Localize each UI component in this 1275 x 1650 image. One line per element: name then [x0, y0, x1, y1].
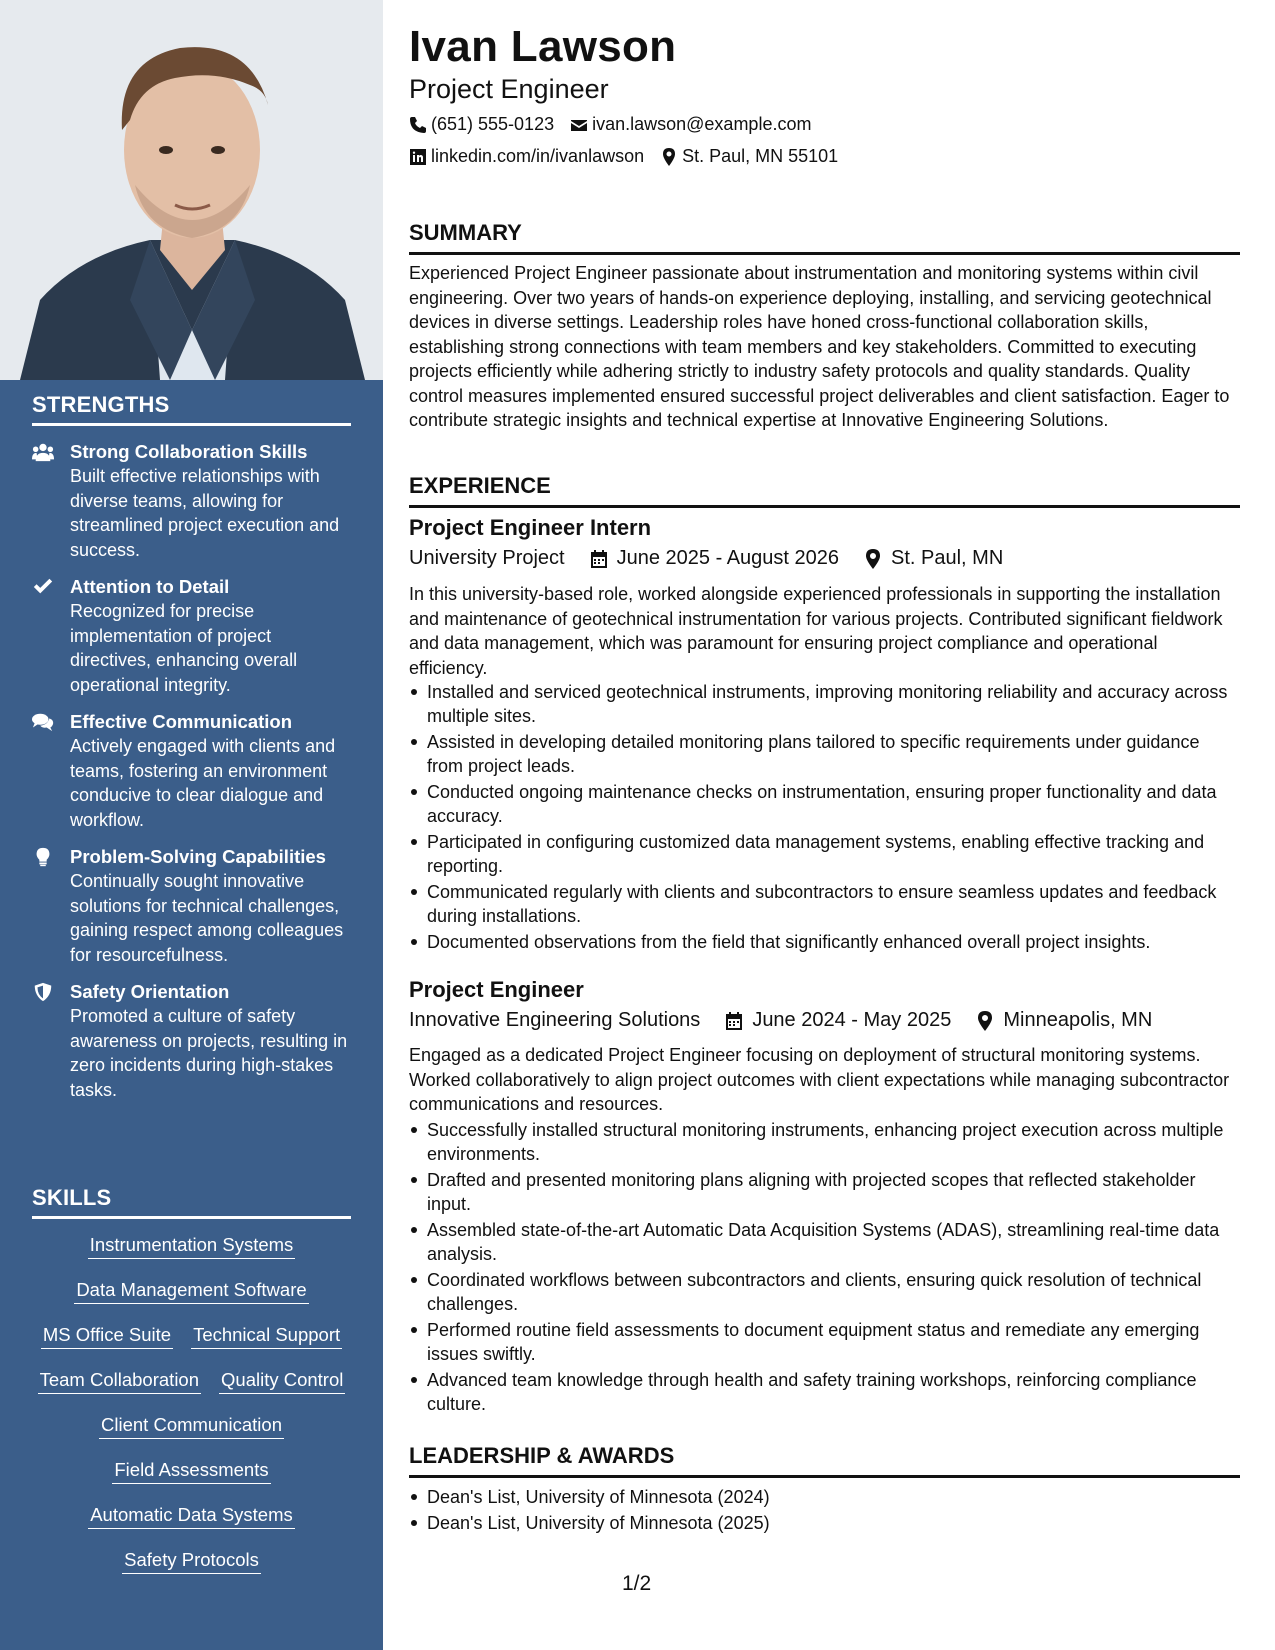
location: [660, 146, 838, 167]
strength-desc: Continually sought innovative solutions for technical challenges, gaining respect among colleagues for resourcefulness.: [70, 871, 344, 965]
skills-section: [32, 1185, 351, 1593]
list-item: Assisted in developing detailed monitoring plans tailored to specific requirements under guidance from project leads.: [409, 730, 1240, 778]
job-dates: June 2025 - August 2026: [616, 547, 840, 569]
strength-title: Problem-Solving Capabilities: [70, 846, 326, 867]
skill-tag: Field Assessments: [112, 1458, 270, 1484]
location-pin-icon: [975, 1011, 995, 1031]
list-item: Installed and serviced geotechnical instruments, improving monitoring reliability and accuracy across multiple sites.: [409, 680, 1240, 728]
job-title: Project Engineer: [409, 977, 584, 1002]
strength-title: Strong Collaboration Skills: [70, 441, 308, 462]
phone[interactable]: [409, 114, 554, 135]
candidate-role: Project Engineer: [409, 74, 609, 104]
skill-tag: MS Office Suite: [41, 1323, 173, 1349]
phone-text: (651) 555-0123: [431, 114, 555, 134]
job-title: Project Engineer Intern: [409, 515, 652, 540]
job-description: Engaged as a dedicated Project Engineer focusing on deployment of structural monitoring systems. Worked collaboratively to align project outcomes with client expectations while managing subcontractor communications and resources.: [409, 1045, 1230, 1114]
strength-item: [32, 845, 351, 967]
strength-desc: Actively engaged with clients and teams, fostering an environment conducive to clear dialogue and workflow.: [70, 736, 336, 830]
experience-heading: EXPERIENCE: [409, 473, 1240, 508]
strength-desc: Recognized for precise implementation of project directives, enhancing overall operational integrity.: [70, 601, 298, 695]
skill-tag: Client Communication: [99, 1413, 284, 1439]
skill-tag: Quality Control: [219, 1368, 345, 1394]
skills-heading: SKILLS: [32, 1185, 351, 1219]
summary-text: Experienced Project Engineer passionate about instrumentation and monitoring systems within civil engineering. Over two years of hands-on experience deploying, installing, and servicing geotechnical devices in diverse settings. Leadership roles have honed cross-functional collaboration skills, establishing strong connections with team members and key stakeholders. Committed to executing projects efficiently while adhering strictly to industry safety protocols and quality standards. Quality control measures implemented ensured successful project deliverables and client satisfaction. Eager to contribute strategic insights and technical expertise at Innovative Engineering Solutions.: [409, 263, 1230, 430]
list-item: Conducted ongoing maintenance checks on instrumentation, ensuring proper functionality and data accuracy.: [409, 780, 1240, 828]
list-item: Successfully installed structural monitoring instruments, enhancing project execution across multiple environments.: [409, 1118, 1240, 1166]
strengths-section: [32, 392, 351, 1102]
location-pin-icon: [660, 148, 678, 166]
linkedin-text: linkedin.com/in/ivanlawson: [431, 146, 645, 166]
list-item: Participated in configuring customized data management systems, enabling effective tracking and reporting.: [409, 830, 1240, 878]
list-item: Communicated regularly with clients and subcontractors to ensure seamless updates and feedback during installations.: [409, 880, 1240, 928]
users-icon: [32, 442, 56, 462]
leadership-list: [409, 1485, 1240, 1537]
list-item: Advanced team knowledge through health and safety training workshops, reinforcing compliance culture.: [409, 1368, 1240, 1416]
strength-desc: Promoted a culture of safety awareness on projects, resulting in zero incidents during high-stakes tasks.: [70, 1006, 348, 1100]
envelope-icon: [570, 116, 588, 134]
job-bullets: [409, 1118, 1240, 1418]
strength-item: [32, 980, 351, 1102]
job-bullets: [409, 680, 1240, 956]
contact-line-2: [409, 146, 838, 167]
job-company: University Project: [409, 547, 565, 569]
list-item: Coordinated workflows between subcontractors and clients, ensuring quick resolution of technical challenges.: [409, 1268, 1240, 1316]
list-item: Assembled state-of-the-art Automatic Data Acquisition Systems (ADAS), streamlining real-time data analysis.: [409, 1218, 1240, 1266]
skill-tag: Team Collaboration: [38, 1368, 201, 1394]
job-description: In this university-based role, worked alongside experienced professionals in supporting the installation and maintenance of geotechnical instrumentation for various projects. Contributed significant fieldwork and data management, which was paramount for ensuring project compliance and operational efficiency.: [409, 584, 1223, 678]
lightbulb-icon: [32, 847, 56, 867]
location-text: St. Paul, MN 55101: [682, 146, 839, 166]
list-item: Drafted and presented monitoring plans aligning with projected scopes that reflected stakeholder input.: [409, 1168, 1240, 1216]
page-number: 1/2: [622, 1572, 652, 1595]
list-item: Documented observations from the field that significantly enhanced overall project insights.: [409, 930, 1240, 954]
check-icon: [32, 577, 56, 597]
skill-tag: Automatic Data Systems: [88, 1503, 295, 1529]
shield-icon: [32, 982, 56, 1002]
sidebar: [0, 0, 383, 1650]
job-dates: June 2024 - May 2025: [752, 1009, 952, 1031]
list-item: Performed routine field assessments to document equipment status and remediate any emerging issues swiftly.: [409, 1318, 1240, 1366]
list-item: Dean's List, University of Minnesota (2025): [409, 1511, 1240, 1535]
strength-title: Effective Communication: [70, 711, 293, 732]
profile-photo-image: [0, 0, 383, 380]
skill-tag: Instrumentation Systems: [88, 1233, 296, 1259]
phone-icon: [409, 116, 427, 134]
skill-tag: Data Management Software: [74, 1278, 308, 1304]
list-item: Dean's List, University of Minnesota (2024): [409, 1485, 1240, 1509]
strength-item: [32, 710, 351, 832]
location-pin-icon: [863, 549, 883, 569]
job-location: St. Paul, MN: [891, 547, 1004, 569]
strength-title: Safety Orientation: [70, 981, 230, 1002]
candidate-name: Ivan Lawson: [409, 22, 677, 71]
calendar-icon: [724, 1011, 744, 1031]
job-meta: [409, 1009, 1152, 1032]
leadership-heading: LEADERSHIP & AWARDS: [409, 1443, 1240, 1478]
job-location: Minneapolis, MN: [1003, 1009, 1153, 1031]
comments-icon: [32, 712, 56, 732]
linkedin[interactable]: [409, 146, 644, 167]
email[interactable]: [570, 114, 811, 135]
summary-heading: SUMMARY: [409, 220, 1240, 255]
job-meta: [409, 547, 1003, 570]
calendar-icon: [589, 549, 609, 569]
profile-photo: [0, 0, 383, 380]
strengths-heading: STRENGTHS: [32, 392, 351, 426]
strength-item: [32, 440, 351, 562]
job-company: Innovative Engineering Solutions: [409, 1009, 701, 1031]
contact-line-1: [409, 114, 811, 135]
strength-item: [32, 575, 351, 697]
linkedin-icon: [409, 148, 427, 166]
strength-title: Attention to Detail: [70, 576, 230, 597]
skill-tag: Technical Support: [191, 1323, 342, 1349]
skill-tag: Safety Protocols: [122, 1548, 261, 1574]
email-text: ivan.lawson@example.com: [592, 114, 812, 134]
strength-desc: Built effective relationships with diverse teams, allowing for streamlined project execution and success.: [70, 466, 340, 560]
